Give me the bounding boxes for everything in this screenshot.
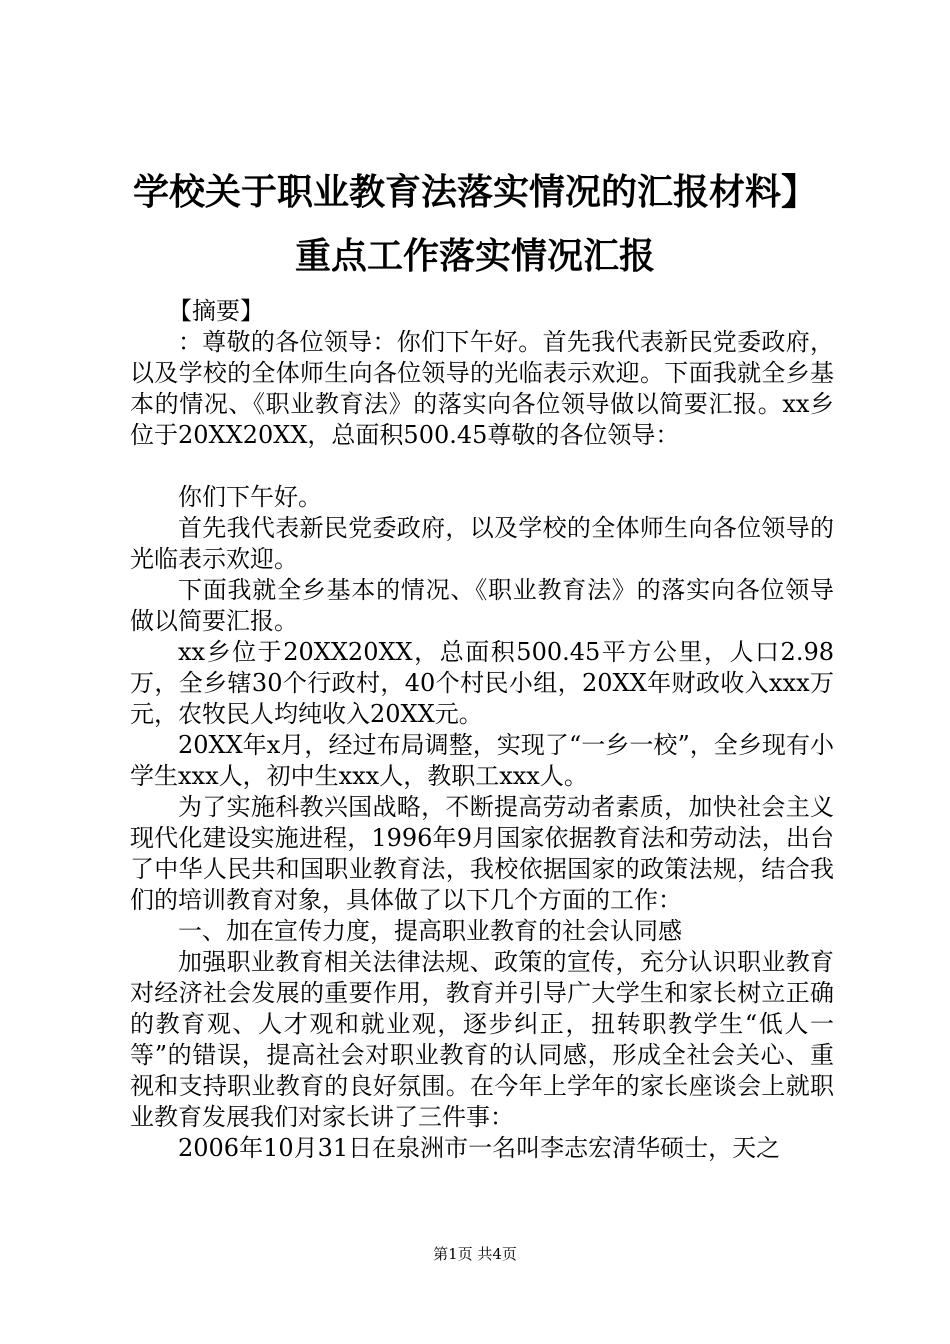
paragraph: xx乡位于20XX20XX，总面积500.45平方公里，人口2.98万，全乡辖30个行政村，40个村民小组，20XX年财政收入xxx万元，农牧民人均纯收入20XX元。 bbox=[130, 638, 834, 728]
document-title: 学校关于职业教育法落实情况的汇报材料】重点工作落实情况汇报 bbox=[132, 171, 817, 277]
paragraph: 你们下午好。 bbox=[178, 483, 322, 511]
paragraph: 首先我代表新民党委政府，以及学校的全体师生向各位领导的光临表示欢迎。 bbox=[130, 514, 834, 573]
paragraph: 下面我就全乡基本的情况、《职业教育法》的落实向各位领导做以简要汇报。 bbox=[130, 576, 834, 635]
page-number-footer: 第1页 共4页 bbox=[433, 1245, 517, 1263]
paragraph: 为了实施科教兴国战略，不断提高劳动者素质，加快社会主义现代化建设实施进程，1996年9月国家依据教育法和劳动法，出台了中华人民共和国职业教育法，我校依据国家的政策法规，结合我们的培训教育对象，具体做了以下几个方面的工作： bbox=[130, 793, 834, 914]
section-heading: 一、加在宣传力度，提高职业教育的社会认同感 bbox=[178, 917, 682, 945]
document-body bbox=[130, 296, 834, 1164]
abstract-text: ：尊敬的各位领导：你们下午好。首先我代表新民党委政府，以及学校的全体师生向各位领导的光临表示欢迎。下面我就全乡基本的情况、《职业教育法》的落实向各位领导做以简要汇报。xx乡位于20XX20XX，总面积500.45尊敬的各位领导： bbox=[130, 328, 834, 449]
paragraph: 20XX年x月，经过布局调整，实现了“一乡一校”，全乡现有小学生xxx人，初中生xxx人，教职工xxx人。 bbox=[130, 731, 834, 790]
paragraph: 2006年10月31日在泉洲市一名叫李志宏清华硕士，天之 bbox=[178, 1134, 781, 1162]
paragraph: 加强职业教育相关法律法规、政策的宣传，充分认识职业教育对经济社会发展的重要作用，教育并引导广大学生和家长树立正确的教育观、人才观和就业观，逐步纠正，扭转职教学生“低人一等”的错误，提高社会对职业教育的认同感，形成全社会关心、重视和支持职业教育的良好氛围。在今年上学年的家长座谈会上就职业教育发展我们对家长讲了三件事： bbox=[130, 948, 834, 1131]
abstract-label: 【摘要】 bbox=[168, 297, 264, 325]
